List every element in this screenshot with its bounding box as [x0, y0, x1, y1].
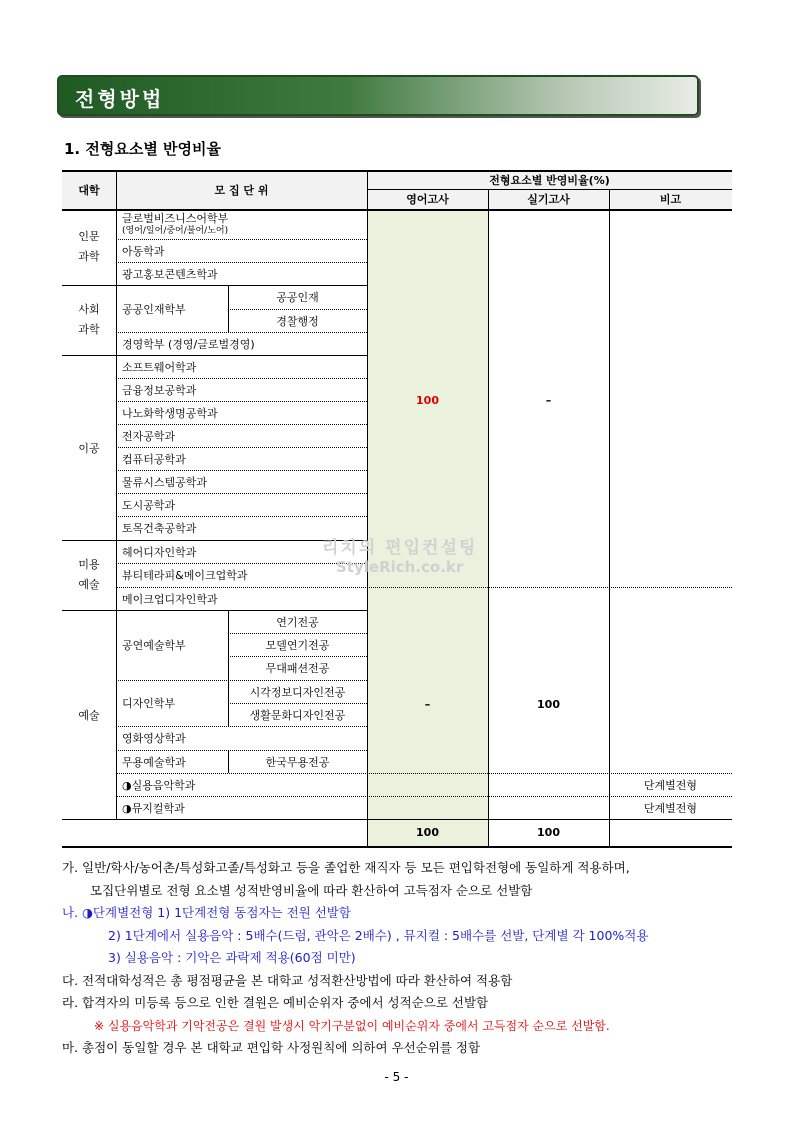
note-ga-line2: 모집단위별로 전형 요소별 성적반영비율에 따라 환산하여 고득점자 순으로 선발함 [90, 882, 533, 898]
header-college: 대학 [78, 183, 100, 197]
college-label: 사회 [78, 303, 100, 316]
college-engineering: 이공 [78, 441, 100, 455]
table-bottom-border [62, 846, 732, 848]
unit-software: 소프트웨어학과 [122, 360, 197, 374]
watermark-line1: 리치의 편입컨설팅 [322, 538, 478, 558]
practical-ratio-bottom: 100 [537, 697, 560, 711]
unit-makeup: 메이크업디자인학과 [122, 592, 218, 606]
note-ma: 마. 총점이 동일할 경우 본 대학교 편입학 사정원칙에 의하여 우선순위를 정함 [62, 1040, 481, 1055]
unit-ad: 광고홍보콘텐츠학과 [122, 267, 218, 281]
unit-computer: 컴퓨터공학과 [122, 452, 186, 466]
note-ra-warning: ※ 실용음악학과 기악전공은 결원 발생시 악기구분없이 예비순위자 중에서 고득점자 순으로 선발함. [94, 1018, 610, 1033]
major-public-talent: 공공인재 [276, 291, 319, 304]
unit-electronics: 전자공학과 [122, 429, 176, 443]
section-title: 1. 전형요소별 반영비율 [64, 140, 221, 158]
header-ratio-group: 전형요소별 반영비율(%) [489, 173, 610, 187]
college-label: 과학 [78, 323, 100, 336]
english-ratio-bottom: – [424, 697, 431, 711]
unit-civil: 토목건축공학과 [122, 522, 197, 535]
unit-urban: 도시공학과 [122, 498, 176, 512]
section-banner [57, 75, 699, 116]
header-remark: 비고 [659, 193, 682, 206]
college-social [62, 285, 116, 355]
major-model-acting: 모델연기전공 [265, 638, 330, 652]
unit-business: 경영학부 (경영/글로벌경영) [122, 337, 255, 351]
unit-beauty-therapy: 뷰티테라피&메이크업학과 [122, 569, 248, 582]
note-na-line1: 나. ◑단계별전형 1) 1단계전형 동점자는 전원 선발함 [62, 905, 351, 920]
header-practical: 실기고사 [527, 193, 570, 206]
college-label: 과학 [78, 250, 100, 263]
unit-musical: ◑뮤지컬학과 [122, 801, 185, 815]
unit-hair: 헤어디자인학과 [122, 545, 197, 559]
col-line [367, 170, 368, 846]
page-number: - 5 - [384, 1070, 409, 1084]
college-humanities [62, 209, 116, 285]
major-living-design: 생활문화디자인전공 [249, 708, 346, 722]
college-arts: 예술 [78, 708, 100, 722]
unit-public-talent: 공공인재학부 [122, 302, 186, 316]
notes [62, 857, 752, 1060]
unit-label: 글로벌비즈니스어학부 [122, 211, 229, 225]
college-label: 미용 [78, 558, 100, 571]
major-stage-fashion: 무대패션전공 [265, 662, 330, 675]
unit-sublabel: (영어/일어/중어/불어/노어) [122, 225, 229, 236]
banner-title: 전형방법 [75, 87, 165, 111]
unit-child: 아동학과 [122, 244, 165, 258]
col-line [488, 189, 489, 846]
english-ratio-top: 100 [416, 393, 439, 407]
note-na-line2: 2) 1단계에서 실용음악 : 5배수(드럼, 관악은 2배수) , 뮤지컬 : 5배수를 선발, 단계별 각 100%적용 [108, 927, 649, 943]
note-ga-line1: 가. 일반/학사/농어촌/특성화고졸/특성화고 등을 졸업한 재직자 등 모든 편입학전형에 동일하게 적용하며, [62, 860, 630, 875]
header-english: 영어고사 [406, 193, 449, 206]
college-label: 예술 [78, 578, 100, 591]
practical-column-background [488, 209, 609, 846]
unit-global-business [116, 209, 367, 239]
note-da: 다. 전적대학성적은 총 평점평균을 본 대학교 성적환산방법에 따라 환산하여 적용함 [62, 972, 513, 988]
col-line [609, 189, 610, 846]
major-korean-dance: 한국무용전공 [265, 755, 330, 769]
unit-logistics: 물류시스템공학과 [122, 475, 208, 489]
remark-musical: 단계별전형 [643, 801, 698, 815]
header-unit: 모 집 단 위 [214, 183, 269, 197]
unit-design: 디자인학부 [122, 697, 176, 710]
english-column-background [367, 209, 488, 846]
unit-nano: 나노화학생명공학과 [122, 406, 218, 420]
note-ra: 라. 합격자의 미등록 등으로 인한 결원은 예비순위자 중에서 성적순으로 선발함 [62, 995, 489, 1010]
english-ratio-total: 100 [416, 826, 439, 839]
college-label: 인문 [78, 230, 100, 243]
major-police-admin: 경찰행정 [276, 314, 319, 328]
major-acting: 연기전공 [276, 615, 319, 629]
remark-applied-music: 단계별전형 [643, 778, 698, 792]
unit-applied-music: ◑실용음악학과 [122, 778, 196, 792]
note-na-line3: 3) 실용음악 : 기악은 과락제 적용(60점 미만) [108, 950, 356, 965]
ratio-table [62, 170, 732, 846]
practical-ratio-top: – [545, 393, 552, 407]
watermark [322, 533, 477, 576]
watermark-line2: StyleRich.co.kr [336, 558, 464, 576]
unit-fin-info: 금융정보공학과 [122, 383, 197, 397]
college-beauty [62, 540, 116, 610]
practical-ratio-total: 100 [537, 826, 560, 839]
unit-performing: 공연예술학부 [122, 639, 186, 652]
major-visual-design: 시각정보디자인전공 [249, 685, 346, 699]
unit-dance: 무용예술학과 [122, 755, 186, 769]
unit-film: 영화영상학과 [122, 732, 186, 745]
